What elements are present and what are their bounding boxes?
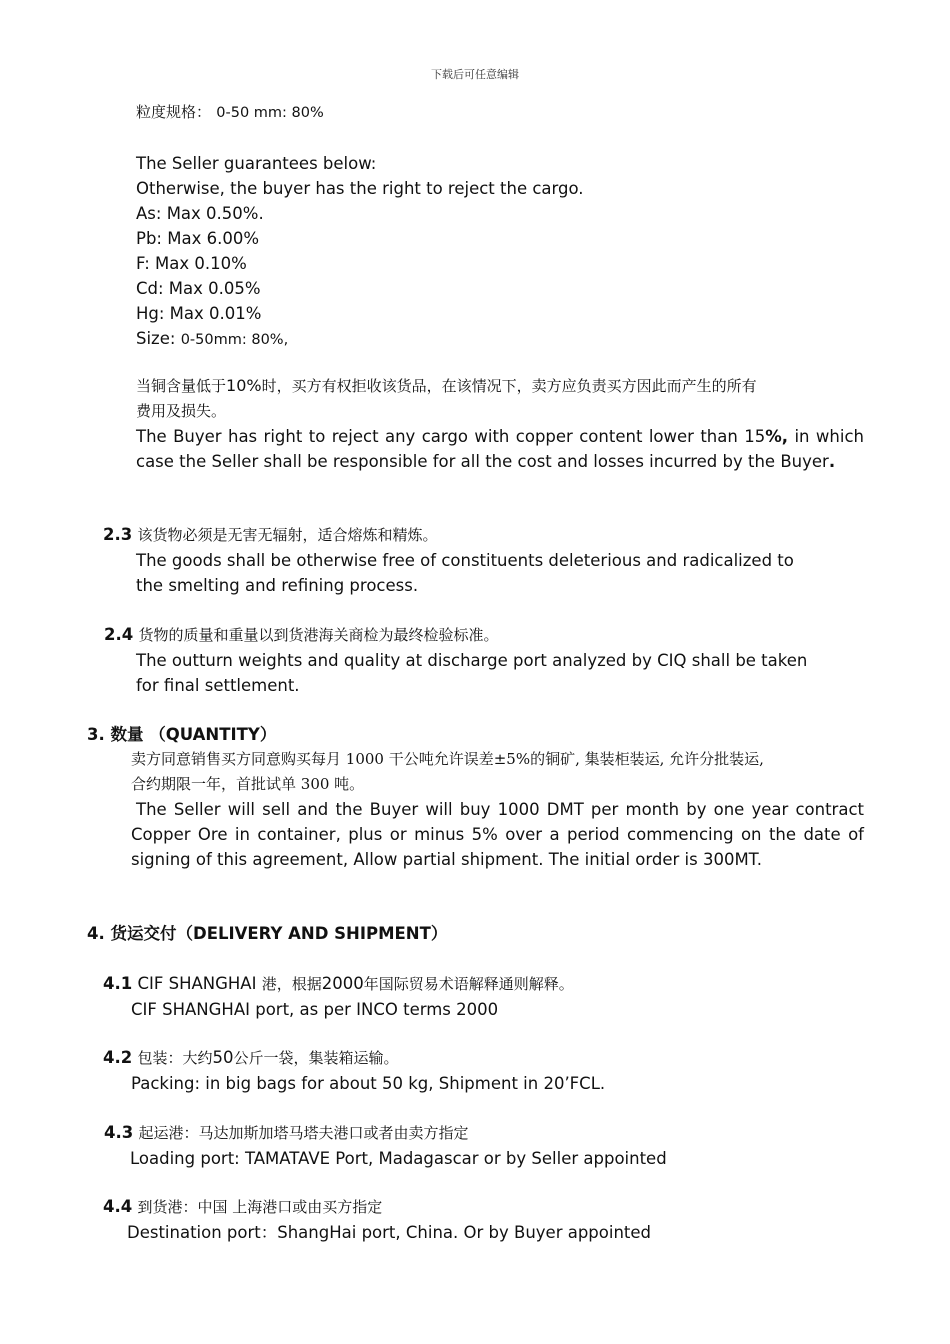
guarantee-item: Cd: Max 0.05%: [136, 279, 261, 298]
section-4-title-zh: 货运交付: [110, 924, 177, 943]
section-number: 4.1: [103, 974, 133, 993]
section-number: 2.4: [104, 625, 134, 644]
copper-clause-zh-line2: 费用及损失。: [136, 402, 227, 420]
section-3-heading: [87, 722, 276, 747]
spec-block: [136, 99, 866, 353]
section-4-4: [103, 1194, 863, 1245]
section-2-3-en-1: The goods shall be otherwise free of constituents deleterious and radicalized to: [136, 551, 794, 570]
section-3-body: [131, 747, 864, 872]
section-2-4-en-1: The outturn weights and quality at discharge port analyzed by CIQ shall be taken: [136, 651, 808, 670]
section-3-en: The Seller will sell and the Buyer will buy 1000 DMT per month by one year contract Copper Ore in container, plus or minus 5% over a period commencing on the date of signing of this agreement, Allow partial shipment. The initial order is 300MT.: [131, 800, 864, 869]
section-4-3: [104, 1120, 864, 1171]
section-number: 4.4: [103, 1197, 133, 1216]
section-2-4-en-2: for final settlement.: [136, 676, 300, 695]
guarantee-item: F: Max 0.10%: [136, 254, 247, 273]
section-4-1: 4.1 CIF SHANGHAI 港，根据2000年国际贸易术语解释通则解释。 CIF SHANGHAI port, as per INCO terms 2000: [103, 971, 863, 1022]
section-4-4-zh: 到货港：中国 上海港口或由买方指定: [137, 1198, 383, 1216]
copper-clause-en: The Buyer has right to reject any cargo with copper content lower than 15%, in which case the Seller shall be responsible for all the cost and losses incurred by the Buyer.: [136, 427, 864, 471]
section-number: 4.2: [103, 1048, 133, 1067]
guarantee-intro: The Seller guarantees below:: [136, 154, 377, 173]
size-spec-label: 粒度规格：: [136, 103, 212, 121]
guarantee-size-value: 0-50mm: 80%,: [180, 332, 289, 348]
section-number: 4.: [87, 924, 105, 943]
guarantee-reject-note: Otherwise, the buyer has the right to reject the cargo.: [136, 179, 584, 198]
guarantee-item: As: Max 0.50%.: [136, 204, 264, 223]
section-2-3: [103, 522, 863, 598]
section-3-title-en: （QUANTITY）: [149, 725, 277, 744]
section-2-4-heading: [104, 622, 864, 648]
guarantee-item: Hg: Max 0.01%: [136, 304, 262, 323]
copper-clause-zh-line1: 当铜含量低于10%时，买方有权拒收该货品，在该情况下，卖方应负责买方因此而产生的所有: [136, 376, 757, 395]
section-2-3-en-2: the smelting and refining process.: [136, 576, 419, 595]
section-3-zh-2: 合约期限一年，首批试单 300 吨。: [131, 775, 365, 793]
section-3-zh-1: 卖方同意销售买方同意购买每月 1000 干公吨允许误差±5%的铜矿, 集装柜装运, 允许分批装运,: [131, 750, 764, 768]
size-spec-zh: [136, 99, 866, 126]
section-2-3-zh: 该货物必须是无害无辐射，适合熔炼和精炼。: [137, 526, 438, 544]
page-header: 下载后可任意编辑: [431, 68, 519, 81]
section-4-3-zh: 起运港：马达加斯加塔马塔夫港口或者由卖方指定: [138, 1124, 469, 1142]
guarantee-size: [136, 326, 866, 353]
section-4-1-en: CIF SHANGHAI port, as per INCO terms 2000: [131, 1000, 499, 1019]
guarantee-size-label: Size:: [136, 329, 176, 348]
guarantee-item: Pb: Max 6.00%: [136, 229, 260, 248]
section-4-heading: [87, 921, 447, 946]
size-spec-value: 0-50 mm: 80%: [216, 105, 324, 121]
section-4-4-en: Destination port：ShangHai port, China. Or by Buyer appointed: [127, 1223, 652, 1242]
section-4-2-en: Packing: in big bags for about 50 kg, Shipment in 20’FCL.: [131, 1074, 606, 1093]
section-4-3-en: Loading port: TAMATAVE Port, Madagascar or by Seller appointed: [130, 1149, 667, 1168]
section-2-4-zh: 货物的质量和重量以到货港海关商检为最终检验标准。: [138, 626, 499, 644]
section-4-2: 4.2 包装：大约50公斤一袋，集装箱运输。 Packing: in big bags for about 50 kg, Shipment in 20’FCL.: [103, 1045, 863, 1096]
section-number: 4.3: [104, 1123, 134, 1142]
section-2-3-heading: [103, 522, 863, 548]
section-number: 3.: [87, 725, 105, 744]
section-4-title-en: （DELIVERY AND SHIPMENT）: [176, 924, 448, 943]
section-2-4: [104, 622, 864, 698]
section-number: 2.3: [103, 525, 133, 544]
copper-clause: [136, 373, 864, 474]
section-3-title-zh: 数量: [110, 725, 144, 744]
